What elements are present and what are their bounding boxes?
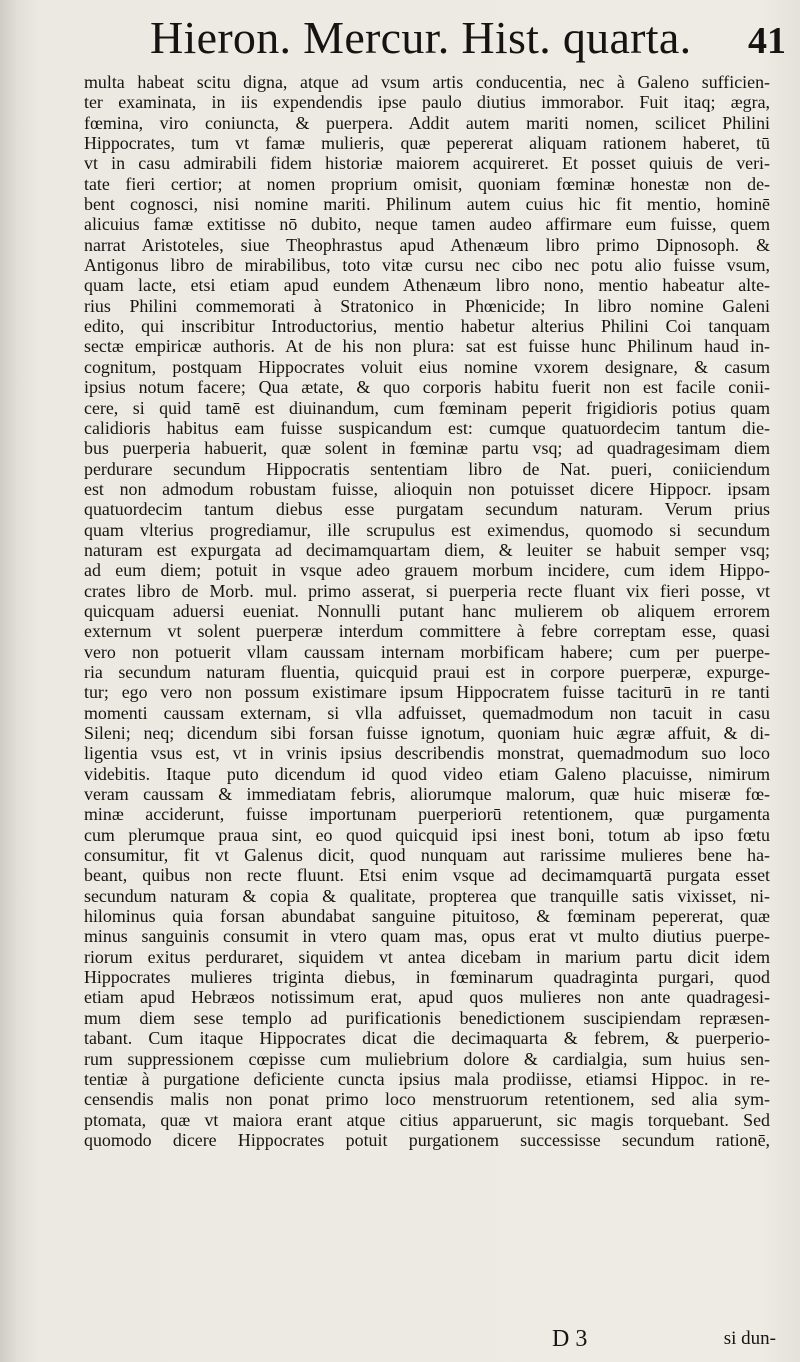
text-line: fœmina, viro coniuncta, & puerpera. Addit autem mariti nomen, scilicet Philini xyxy=(84,112,770,133)
text-line: cum plerumque praua sint, eo quod quicquid ipsi inest boni, totum ab ipso fœtu xyxy=(84,824,770,845)
text-line: tentiæ à purgatione deficiente cuncta ipsius mala prodiisse, etiamsi Hippoc. in re- xyxy=(84,1068,770,1089)
text-line: edito, qui inscribitur Introductorius, mentio habetur alterius Philini Coi tanquam xyxy=(84,316,770,337)
text-line: quam lacte, etsi etiam apud eundem Athenæum libro nono, mentio habeatur alte- xyxy=(84,275,770,296)
text-line: ipsius notum facere; Qua ætate, & quo corporis habitu fuerit non est facile conii- xyxy=(84,377,770,398)
text-line: rius Philini commemorati à Stratonico in Phœnicide; In libro nomine Galeni xyxy=(84,295,770,316)
text-line: externum vt solent puerperæ interdum committere à febre correptam esse, quasi xyxy=(84,621,770,642)
text-line: vt in casu admirabili fidem historiæ maiorem acquireret. Et posset quiuis de veri- xyxy=(84,153,770,174)
catchword: si dun- xyxy=(723,1328,776,1349)
page-number: 41 xyxy=(748,20,786,62)
text-line: beant, quibus non recte fluunt. Etsi enim vsque ad decimamquartā purgata esset xyxy=(84,865,770,886)
text-line: ad eum diem; potuit in vsque adeo grauem morbum incidere, cum idem Hippo- xyxy=(84,560,770,581)
body-text xyxy=(84,72,770,1322)
text-line: quam vlterius progrediamur, ille scrupulus est eximendus, quomodo si secundum xyxy=(84,519,770,540)
text-line: tur; ego vero non possum existimare ipsum Hippocratem fuisse taciturū in re tanti xyxy=(84,682,770,703)
running-title: Hieron. Mercur. Hist. quarta. xyxy=(150,12,692,63)
text-line: minæ acciderunt, fuisse importunam puerperiorū retentionem, quæ purgamenta xyxy=(84,804,770,825)
text-line: cere, si quid tamē est diuinandum, cum fœminam peperit frigidioris potius quam xyxy=(84,397,770,418)
text-line: vero non potuerit vllam caussam internam morbificam habere; cum per puerpe- xyxy=(84,641,770,662)
text-line: ter examinata, in iis expendendis ipse paulo diutius immorabor. Fuit itaq; ægra, xyxy=(84,92,770,113)
text-line: bent cognosci, nisi nomine mariti. Philinum autem cuius hic fit mentio, hominē xyxy=(84,194,770,215)
text-line: quatuordecim tantum diebus esse purgatam secundum naturam. Verum prius xyxy=(84,499,770,520)
text-line: etiam apud Hebræos notissimum erat, apud quos mulieres non ante quadragesi- xyxy=(84,987,770,1008)
text-line: mum diem sese templo ad purificationis benedictionem suscipiendam repræsen- xyxy=(84,1007,770,1028)
text-line: tate fieri certior; at nomen proprium omisit, quoniam fœminæ honestæ non de- xyxy=(84,173,770,194)
text-line: alicuius famæ extitisse nō dubito, neque tamen audeo affirmare eum fuisse, quem xyxy=(84,214,770,235)
text-line: multa habeat scitu digna, atque ad vsum artis conducentia, nec à Galeno sufficien- xyxy=(84,72,770,92)
text-line: secundum naturam & copia & qualitate, propterea que tranquille satis vixisset, ni- xyxy=(84,885,770,906)
text-line: est non admodum robustam fuisse, alioquin non potuisset dicere Hippocr. ipsam xyxy=(84,478,770,499)
text-line: hilominus quia forsan abundabat sanguine pituitoso, & fœminam pepererat, quæ xyxy=(84,906,770,927)
text-line: consumitur, fit vt Galenus dicit, quod nunquam aut rarissime mulieres bene ha- xyxy=(84,845,770,866)
text-line: ligentia vsus est, vt in vrinis ipsius describendis monstrat, quemadmodum suo loco xyxy=(84,743,770,764)
text-line: cognitum, postquam Hippocrates voluit eius nomine vxorem designare, & casum xyxy=(84,356,770,377)
text-line: momenti caussam externam, si vlla adfuisset, quemadmodum non tacuit in casu xyxy=(84,702,770,723)
text-line: calidioris habitus eam fuisse suspicandum est: cumque quatuordecim tantum die- xyxy=(84,417,770,438)
text-line: ptomata, quæ vt maiora erant atque citius apparuerunt, sic magis torquebant. Sed xyxy=(84,1109,770,1130)
text-line: tabant. Cum itaque Hippocrates dicat die decimaquarta & febrem, & puerperio- xyxy=(84,1028,770,1049)
text-line: censendis malis non ponat primo loco menstruorum retentionem, sed alia sym- xyxy=(84,1089,770,1110)
text-line: videbitis. Itaque puto dicendum id quod video etiam Galeno placuisse, nimirum xyxy=(84,763,770,784)
text-line: crates libro de Morb. mul. primo asserat, si puerperia recte fluant vix fieri posse, vt xyxy=(84,580,770,601)
text-line: naturam est expurgata ad decimamquartam diem, & leuiter se habuit semper vsq; xyxy=(84,539,770,560)
text-line: rum suppressionem cœpisse cum muliebrium dolore & cardialgia, sum huius sen- xyxy=(84,1048,770,1069)
text-line: perdurare secundum Hippocratis sententiam libro de Nat. pueri, coniiciendum xyxy=(84,458,770,479)
text-line: riorum exitus perduraret, siquidem vt antea dicebam in marium partu dicit idem xyxy=(84,946,770,967)
text-line: Hippocrates, tum vt famæ mulieris, quæ pepererat aliquam rationem haberet, tū xyxy=(84,133,770,154)
text-line: Antigonus libro de mirabilibus, toto vitæ cursu nec cibo nec potu alio fuisse vsum, xyxy=(84,255,770,276)
text-line: narrat Aristoteles, siue Theophrastus apud Athenæum libro primo Dipnosoph. & xyxy=(84,234,770,255)
text-line: quicquam aduersi eueniat. Nonnulli putant hanc mulierem ob aliquem errorem xyxy=(84,600,770,621)
signature-mark: D 3 xyxy=(552,1326,588,1352)
text-line: sectæ empiricæ authoris. At de his non plura: sat est fuisse hunc Philinum haud in- xyxy=(84,336,770,357)
text-line: veram caussam & immediatam febris, aliorumque malorum, quæ huic miseræ fœ- xyxy=(84,784,770,805)
text-line: Sileni; neq; dicendum sibi forsan fuisse ignotum, quoniam huic ægræ affuit, & di- xyxy=(84,723,770,743)
text-line: bus puerperia habuerit, quæ solent in fœminæ partu vsq; ad quadragesimam diem xyxy=(84,438,770,459)
text-line: Hippocrates mulieres triginta diebus, in fœminarum quadraginta purgari, quod xyxy=(84,967,770,988)
text-line: quomodo dicere Hippocrates potuit purgationem successisse secundum rationē, xyxy=(84,1129,770,1150)
text-line: minus sanguinis consumit in vtero quam mas, opus erat vt multo diutius puerpe- xyxy=(84,926,770,947)
text-line: ria secundum naturam fluentia, quicquid praui est in corpore puerperæ, expurge- xyxy=(84,661,770,682)
